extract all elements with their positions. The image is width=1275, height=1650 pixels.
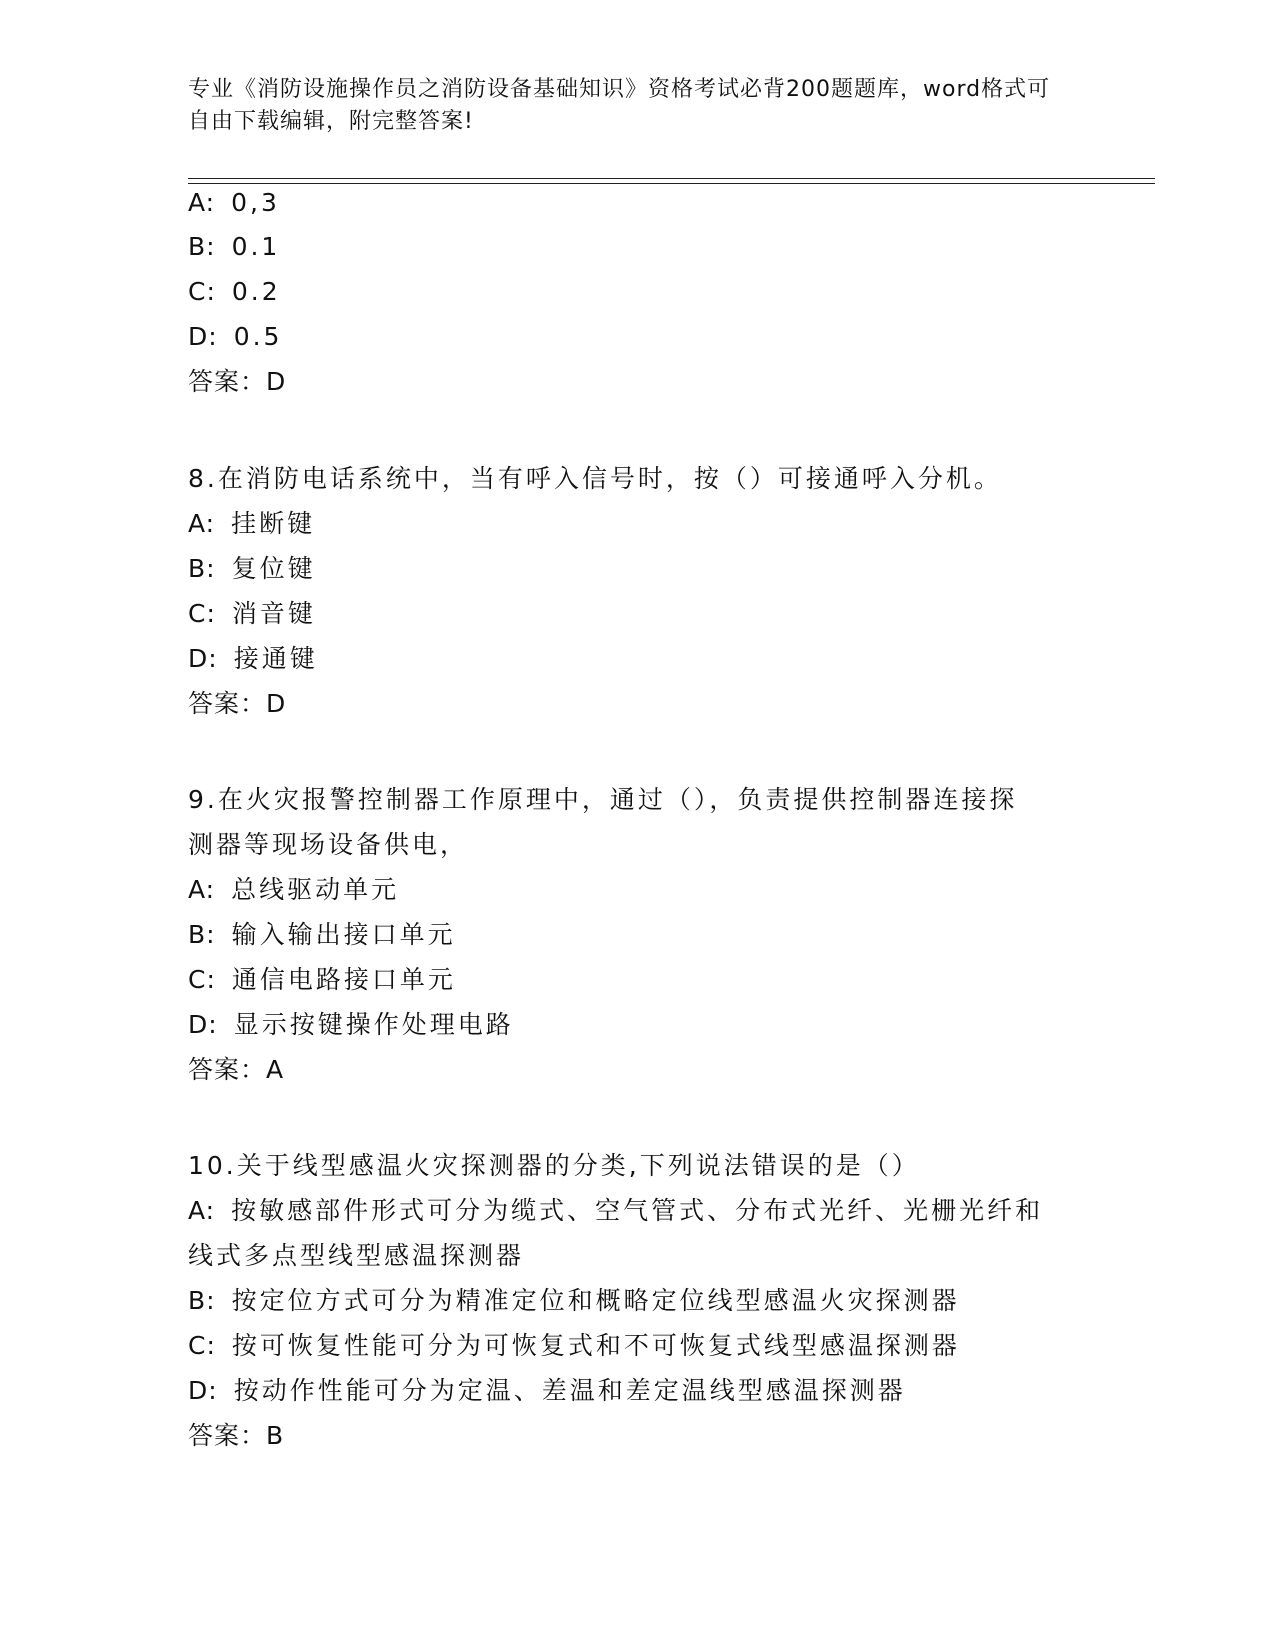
question-8: 8.在消防电话系统中，当有呼入信号时，按（）可接通呼入分机。 [188,464,1002,493]
option-b: B: 复位键 [188,554,316,583]
option-c: C: 消音键 [188,599,316,628]
option-d: D: 显示按键操作处理电路 [188,1010,514,1039]
option-c: C: 按可恢复性能可分为可恢复式和不可恢复式线型感温探测器 [188,1331,960,1360]
option-d: D: 接通键 [188,644,318,673]
option-d: D: 按动作性能可分为定温、差温和差定温线型感温探测器 [188,1376,906,1405]
option-a: A: 总线驱动单元 [188,875,400,904]
option-b: B: 0.1 [188,232,281,261]
option-a: A: 挂断键 [188,509,316,538]
document-header: 专业《消防设施操作员之消防设备基础知识》资格考试必背200题题库，word格式可自由下载编辑，附完整答案! [188,77,1051,134]
option-b: B: 按定位方式可分为精准定位和概略定位线型感温火灾探测器 [188,1286,960,1315]
header-divider-top [188,178,1155,179]
option-c: C: 通信电路接口单元 [188,965,456,994]
option-a: A: 按敏感部件形式可分为缆式、空气管式、分布式光纤、光栅光纤和 [188,1196,1044,1225]
option-d: D: 0.5 [188,322,283,351]
question-9-line2: 测器等现场设备供电， [188,830,469,859]
answer: 答案：D [188,367,287,396]
question-10: 10.关于线型感温火灾探测器的分类,下列说法错误的是（） [188,1151,920,1180]
option-a: A: 0,3 [188,188,280,217]
answer: 答案：A [188,1055,285,1084]
question-9-line1: 9.在火灾报警控制器工作原理中，通过（），负责提供控制器连接探 [188,785,1018,814]
option-b: B: 输入输出接口单元 [188,920,456,949]
option-a-continued: 线式多点型线型感温探测器 [188,1241,525,1270]
answer: 答案：D [188,689,287,718]
answer: 答案：B [188,1421,285,1450]
option-c: C: 0.2 [188,277,281,306]
header-divider-bottom [188,183,1155,184]
